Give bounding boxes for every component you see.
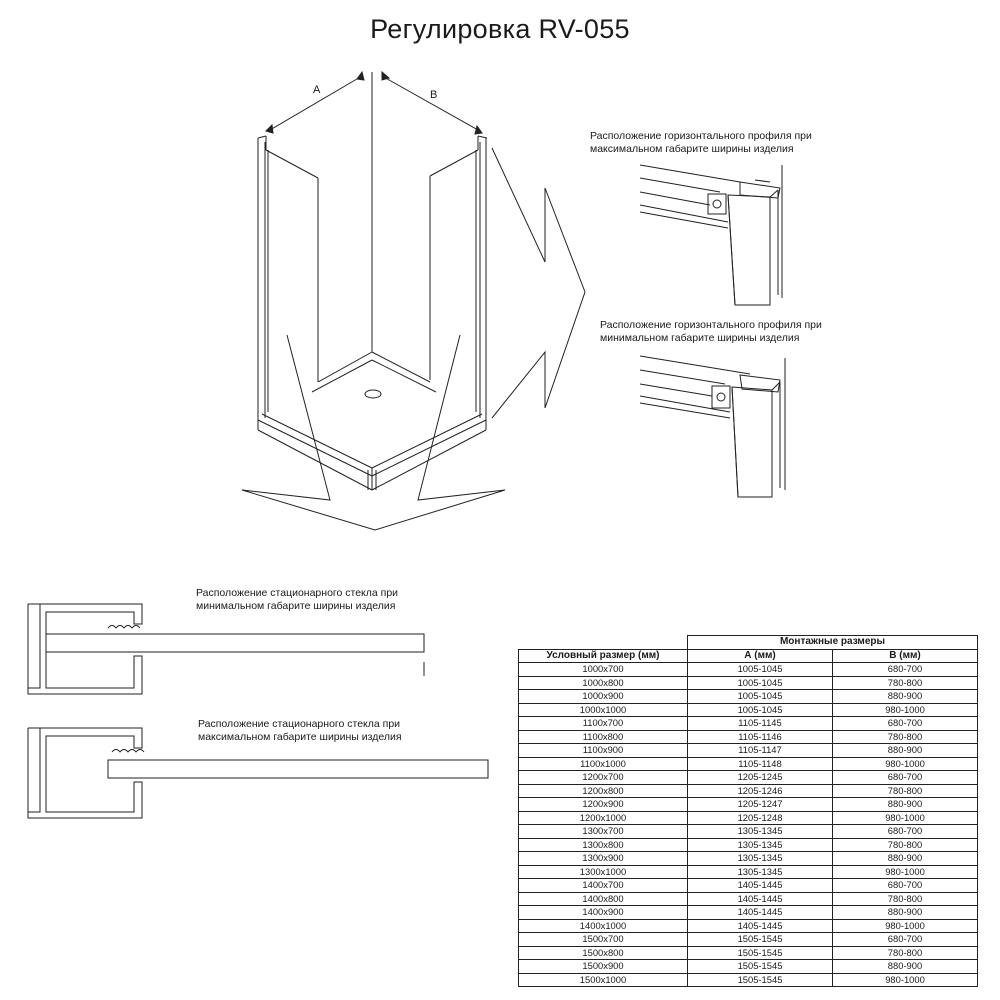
- table-cell-size: 1500x900: [519, 960, 688, 974]
- table-row: [519, 919, 978, 933]
- table-cell-b: 780-800: [833, 784, 978, 798]
- table-row: [519, 973, 978, 987]
- table-row: [519, 717, 978, 731]
- page-title: Регулировка RV-055: [370, 14, 630, 44]
- table-cell-b: 980-1000: [833, 865, 978, 879]
- table-cell-size: 1400x700: [519, 879, 688, 893]
- table-cell-size: 1400x800: [519, 892, 688, 906]
- table-body: [519, 663, 978, 987]
- table-cell-a: 1505-1545: [688, 960, 833, 974]
- table-cell-a: 1005-1045: [688, 703, 833, 717]
- table-cell-b: 880-900: [833, 852, 978, 866]
- table-row: [519, 865, 978, 879]
- table-cell-size: 1200x1000: [519, 811, 688, 825]
- table-row: [519, 892, 978, 906]
- glass-profile-min: [28, 604, 424, 694]
- table-row: [519, 825, 978, 839]
- table-cell-b: 880-900: [833, 690, 978, 704]
- caption-profile-min: Расположение горизонтального профиля при минимальном габарите ширины изделия: [600, 319, 822, 344]
- table-cell-b: 980-1000: [833, 973, 978, 987]
- table-cell-b: 980-1000: [833, 757, 978, 771]
- table-row: [519, 744, 978, 758]
- table-cell-b: 780-800: [833, 946, 978, 960]
- table-row: [519, 933, 978, 947]
- caption-profile-max: Расположение горизонтального профиля при максимальном габарите ширины изделия: [590, 130, 812, 155]
- table-row: [519, 879, 978, 893]
- table-cell-a: 1105-1148: [688, 757, 833, 771]
- table-header-a: А (мм): [688, 649, 833, 663]
- table-cell-size: 1300x900: [519, 852, 688, 866]
- table-cell-a: 1005-1045: [688, 663, 833, 677]
- table-cell-size: 1300x700: [519, 825, 688, 839]
- table-cell-b: 780-800: [833, 676, 978, 690]
- table-cell-a: 1005-1045: [688, 676, 833, 690]
- table-row: [519, 784, 978, 798]
- table-cell-size: 1000x700: [519, 663, 688, 677]
- table-row: [519, 798, 978, 812]
- table-cell-a: 1205-1248: [688, 811, 833, 825]
- table-row: [519, 811, 978, 825]
- table-row: [519, 663, 978, 677]
- table-cell-size: 1200x700: [519, 771, 688, 785]
- table-cell-size: 1300x800: [519, 838, 688, 852]
- table-cell-size: 1100x900: [519, 744, 688, 758]
- table-cell-a: 1405-1445: [688, 919, 833, 933]
- table-row: [519, 906, 978, 920]
- table-cell-b: 680-700: [833, 717, 978, 731]
- table-cell-b: 980-1000: [833, 919, 978, 933]
- table-cell-a: 1405-1445: [688, 892, 833, 906]
- table-row: [519, 771, 978, 785]
- dimension-a-label: A: [313, 84, 321, 96]
- table-row: [519, 757, 978, 771]
- table-cell-size: 1400x1000: [519, 919, 688, 933]
- dimension-b-label: B: [430, 89, 438, 101]
- table-cell-size: 1200x800: [519, 784, 688, 798]
- table-cell-size: 1000x900: [519, 690, 688, 704]
- table-cell-a: 1205-1245: [688, 771, 833, 785]
- table-cell-b: 880-900: [833, 960, 978, 974]
- table-cell-b: 680-700: [833, 825, 978, 839]
- table-corner-blank: [519, 636, 688, 650]
- table-cell-a: 1005-1045: [688, 690, 833, 704]
- table-row: [519, 946, 978, 960]
- profile-detail-min: [640, 356, 785, 497]
- caption-glass-max: Расположение стационарного стекла при максимальном габарите ширины изделия: [198, 718, 402, 743]
- table-cell-b: 780-800: [833, 892, 978, 906]
- table-cell-b: 880-900: [833, 744, 978, 758]
- caption-glass-min: Расположение стационарного стекла при минимальном габарите ширины изделия: [196, 587, 399, 612]
- table-row: [519, 730, 978, 744]
- table-cell-size: 1500x700: [519, 933, 688, 947]
- table-group-header: Монтажные размеры: [688, 636, 978, 650]
- table-cell-a: 1505-1545: [688, 946, 833, 960]
- mounting-sizes-table: [518, 635, 978, 987]
- table-cell-size: 1500x1000: [519, 973, 688, 987]
- table-row: [519, 690, 978, 704]
- table-cell-size: 1100x1000: [519, 757, 688, 771]
- table-cell-b: 680-700: [833, 879, 978, 893]
- table-cell-a: 1105-1147: [688, 744, 833, 758]
- table-cell-b: 880-900: [833, 906, 978, 920]
- table-cell-b: 780-800: [833, 730, 978, 744]
- table-cell-size: 1000x800: [519, 676, 688, 690]
- table-cell-b: 680-700: [833, 933, 978, 947]
- table-cell-size: 1100x700: [519, 717, 688, 731]
- table-cell-a: 1305-1345: [688, 825, 833, 839]
- profile-detail-max: [640, 165, 782, 305]
- table-cell-b: 880-900: [833, 798, 978, 812]
- table-cell-b: 980-1000: [833, 811, 978, 825]
- table-cell-a: 1405-1445: [688, 879, 833, 893]
- table-cell-b: 680-700: [833, 771, 978, 785]
- table-cell-a: 1205-1246: [688, 784, 833, 798]
- table-header-size: Условный размер (мм): [519, 649, 688, 663]
- table-cell-a: 1105-1145: [688, 717, 833, 731]
- table-header-b: В (мм): [833, 649, 978, 663]
- table-cell-b: 980-1000: [833, 703, 978, 717]
- table-row: [519, 703, 978, 717]
- table-cell-size: 1000x1000: [519, 703, 688, 717]
- table-cell-a: 1305-1345: [688, 838, 833, 852]
- table-row: [519, 676, 978, 690]
- table-cell-a: 1405-1445: [688, 906, 833, 920]
- table-cell-a: 1505-1545: [688, 973, 833, 987]
- table-cell-a: 1305-1345: [688, 865, 833, 879]
- table-cell-a: 1205-1247: [688, 798, 833, 812]
- shower-enclosure-drawing: [242, 72, 585, 530]
- table-cell-a: 1305-1345: [688, 852, 833, 866]
- table-cell-size: 1500x800: [519, 946, 688, 960]
- table-cell-a: 1105-1146: [688, 730, 833, 744]
- table-cell-size: 1100x800: [519, 730, 688, 744]
- table-cell-b: 680-700: [833, 663, 978, 677]
- table-row: [519, 838, 978, 852]
- table-cell-b: 780-800: [833, 838, 978, 852]
- table-cell-size: 1200x900: [519, 798, 688, 812]
- table-cell-a: 1505-1545: [688, 933, 833, 947]
- table-cell-size: 1300x1000: [519, 865, 688, 879]
- table-cell-size: 1400x900: [519, 906, 688, 920]
- table-row: [519, 960, 978, 974]
- table-row: [519, 852, 978, 866]
